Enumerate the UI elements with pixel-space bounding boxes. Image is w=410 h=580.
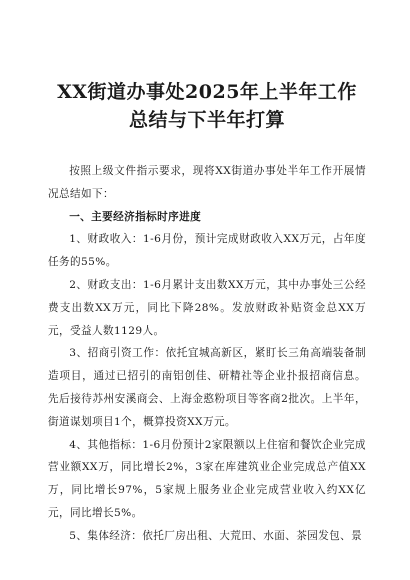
document-title xyxy=(48,0,366,134)
document-body xyxy=(48,160,366,548)
paragraph-fiscal-expenditure: 2、财政支出：1-6月累计支出数XX万元，其中办事处三公经费支出数XX万元，同比下降28%。发放财政补贴资金总XX万元，受益人数1129人。 xyxy=(48,278,366,337)
paragraph-other-indicators: 4、其他指标：1-6月份预计2家限额以上住宿和餐饮企业完成营业额XX万，同比增长2%，3家在库建筑业企业完成总产值XX万，同比增长97%，5家规上服务业企业完成营业收入约XX亿元，同比增长5%。 xyxy=(48,438,366,519)
paragraph-investment: 3、招商引资工作：依托宜城高新区，紧盯长三角高端装备制造项目，通过已招引的南铝创佳、研精社等企业扑报招商信息。先后接待苏州安溪商会、上海金憨粉项目等客商2批次。上半年，街道谋划项目1个，概算投资XX万元。 xyxy=(48,347,366,428)
title-line-1: XX街道办事处2025年上半年工作 xyxy=(57,81,357,103)
intro-paragraph: 按照上级文件指示要求，现将XX街道办事处半年工作开展情况总结如下： xyxy=(48,165,366,200)
paragraph-fiscal-revenue: 1、财政收入：1-6月份，预计完成财政收入XX万元，占年度任务的55%。 xyxy=(48,233,366,269)
title-line-2: 总结与下半年打算 xyxy=(128,109,285,131)
section-heading: 一、主要经济指标时序进度 xyxy=(69,210,202,223)
paragraph-collective-economy: 5、集体经济：依托厂房出租、大荒田、水面、茶园发包、景 xyxy=(69,529,363,542)
